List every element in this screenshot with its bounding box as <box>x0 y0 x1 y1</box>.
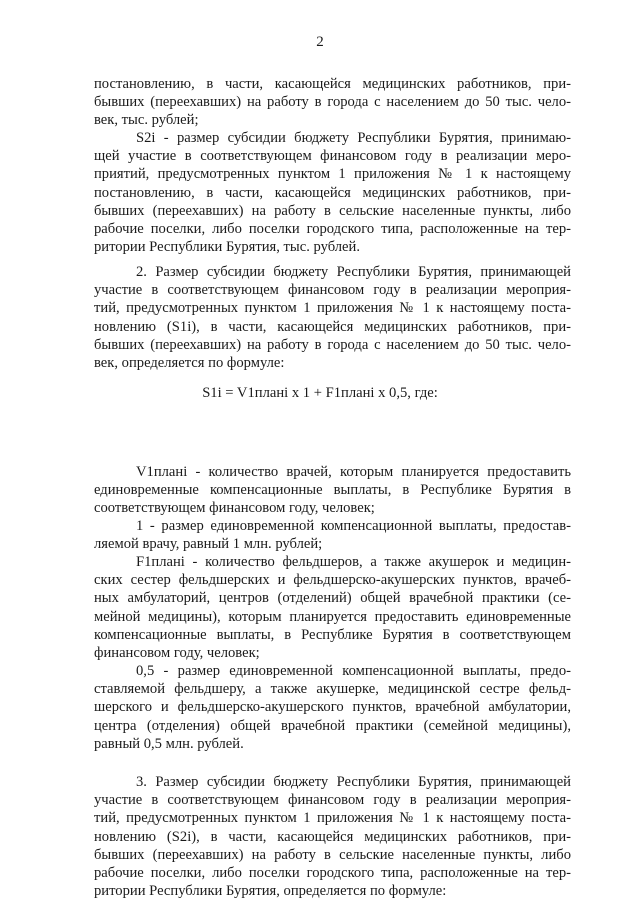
text-line: ляемой врачу, равный 1 млн. рублей; <box>94 536 323 553</box>
page-number: 2 <box>316 34 324 50</box>
paragraph-2 <box>94 263 571 372</box>
text-line: рабочие поселки, либо поселки городского типа, расположенные на тер- <box>94 221 571 238</box>
text-line: ритории Республики Бурятия, определяется по формуле: <box>94 883 447 900</box>
text-line: бывших (переехавших) на работу в сельские населенные пункты, либо <box>94 202 571 219</box>
text-line: век, определяется по формуле: <box>94 355 285 372</box>
formula-s1i: S1i = V1планi x 1 + F1планi x 0,5, где: <box>202 385 438 401</box>
text-line: век, тыс. рублей; <box>94 112 199 129</box>
text-line: ритории Республики Бурятия, тыс. рублей. <box>94 239 360 256</box>
text-line: бывших (переехавших) на работу в сельские населенные пункты, либо <box>94 846 571 863</box>
text-line: 0,5 - размер единовременной компенсационной выплаты, предо- <box>136 663 571 679</box>
text-line: равный 0,5 млн. рублей. <box>94 735 244 752</box>
text-line: ставляемой фельдшеру, а также акушерке, медицинской сестре фельд- <box>94 681 571 698</box>
text-line: шерского и фельдшерско-акушерского пунктов, врачебной амбулатории, <box>94 699 571 716</box>
text-line: тий, предусмотренных пунктом 1 приложения № 1 к настоящему поста- <box>94 810 571 827</box>
text-line: компенсационные выплаты, в Республике Бурятия в соответствующем <box>94 626 571 643</box>
text-line: 2. Размер субсидии бюджету Республики Бурятия, принимающей <box>136 264 571 280</box>
paragraph-f1plan-definition <box>94 553 571 662</box>
text-line: бывших (переехавших) на работу в города с населением до 50 тыс. чело- <box>94 336 571 353</box>
text-line: приятий, предусмотренных пунктом 1 приложения № 1 к настоящему <box>94 166 571 183</box>
paragraph-s2i-definition <box>94 129 571 256</box>
text-line: постановлению, в части, касающейся медицинских работников, при- <box>94 184 571 201</box>
text-line: V1планi - количество врачей, которым планируется предоставить <box>136 464 571 480</box>
text-line: участие в соответствующем финансовом году в реализации мероприя- <box>94 792 571 809</box>
text-line: постановлению, в части, касающейся медицинских работников, при- <box>94 76 571 92</box>
text-line: щей участие в соответствующем финансовом году в реализации меро- <box>94 148 571 165</box>
text-line: S2i - размер субсидии бюджету Республики Бурятия, принимаю- <box>136 130 571 146</box>
text-line: финансовом году, человек; <box>94 645 260 662</box>
text-line: 3. Размер субсидии бюджету Республики Бурятия, принимающей <box>136 774 571 790</box>
paragraph-v1plan-definition <box>94 463 571 518</box>
paragraph-continuation <box>94 75 571 130</box>
text-line: новлению (S1i), в части, касающейся медицинских работников, при- <box>94 318 571 335</box>
text-line: соответствующем финансовом году, человек; <box>94 500 375 517</box>
text-line: ных амбулаторий, центров (отделений) общей врачебной практики (се- <box>94 590 571 607</box>
text-line: тий, предусмотренных пунктом 1 приложения № 1 к настоящему поста- <box>94 300 571 317</box>
text-line: новлению (S2i), в части, касающейся медицинских работников, при- <box>94 828 571 845</box>
text-line: 1 - размер единовременной компенсационной выплаты, предостав- <box>136 518 571 534</box>
text-line: участие в соответствующем финансовом году в реализации мероприя- <box>94 282 571 299</box>
text-line: центра (отделения) общей врачебной практики (семейной медицины), <box>94 717 571 734</box>
paragraph-doctor-payment <box>94 517 571 553</box>
text-line: бывших (переехавших) на работу в города с населением до 50 тыс. чело- <box>94 94 571 111</box>
paragraph-feldsher-payment <box>94 662 571 753</box>
text-line: ских сестер фельдшерских и фельдшерско-акушерских пунктов, врачеб- <box>94 572 571 589</box>
paragraph-3 <box>94 773 571 900</box>
text-line: F1планi - количество фельдшеров, а также акушерок и медицин- <box>136 554 571 570</box>
text-line: рабочие поселки, либо поселки городского типа, расположенные на тер- <box>94 865 571 882</box>
text-line: мейной медицины), которым планируется предоставить единовременные <box>94 608 571 625</box>
text-line: единовременные компенсационные выплаты, в Республике Бурятия в <box>94 482 571 499</box>
